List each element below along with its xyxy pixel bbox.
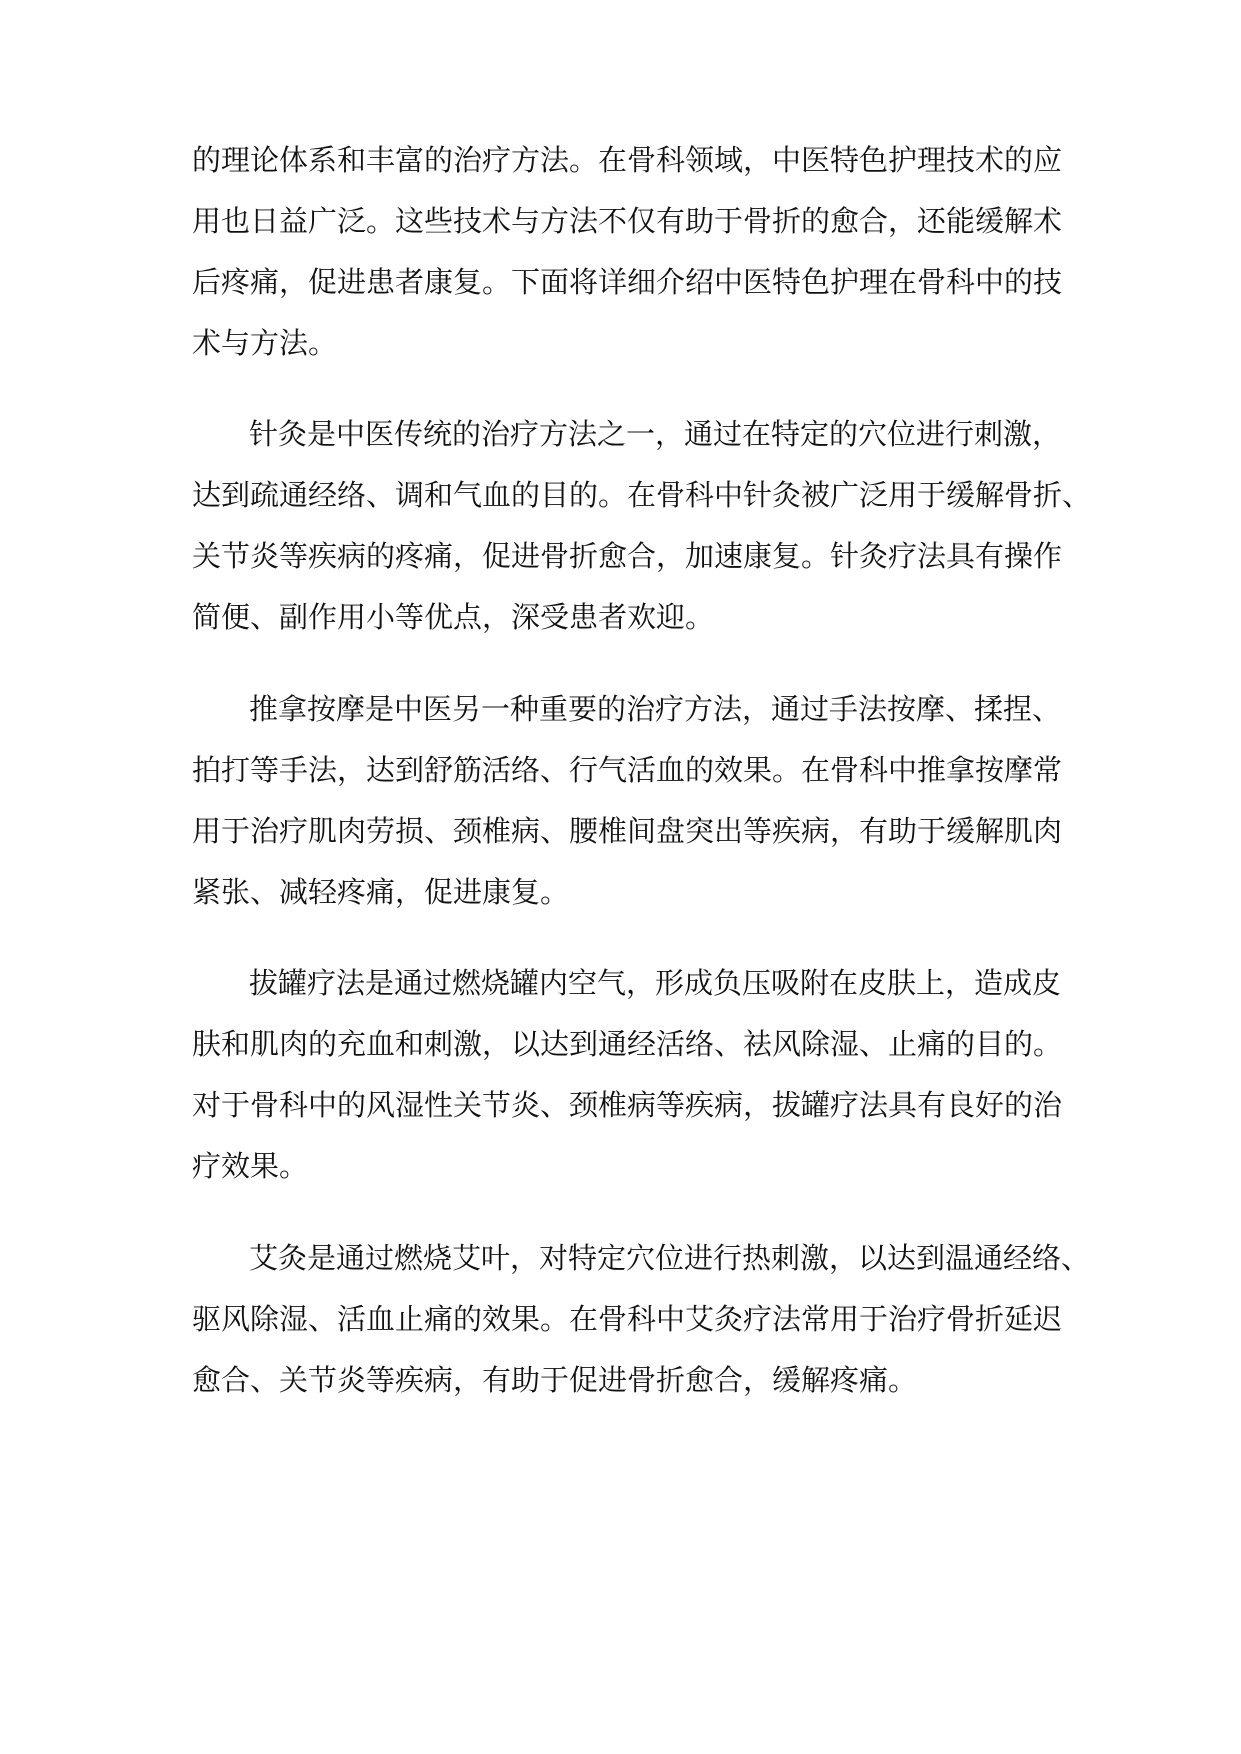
text-line: 愈合、关节炎等疾病，有助于促进骨折愈合，缓解疼痛。 — [192, 1363, 918, 1397]
text-line: 驱风除湿、活血止痛的效果。在骨科中艾灸疗法常用于治疗骨折延迟 — [192, 1302, 1063, 1336]
text-line: 疗效果。 — [192, 1149, 309, 1183]
text-line: 简便、副作用小等优点，深受患者欢迎。 — [192, 600, 715, 634]
text-line: 关节炎等疾病的疼痛，促进骨折愈合，加速康复。针灸疗法具有操作 — [192, 539, 1063, 573]
paragraph-first-line: 艾灸是通过燃烧艾叶，对特定穴位进行热刺激，以达到温通经络、 — [249, 1241, 1091, 1275]
text-line: 对于骨科中的风湿性关节炎、颈椎病等疾病，拔罐疗法具有良好的治 — [192, 1088, 1063, 1122]
text-line: 用于治疗肌肉劳损、颈椎病、腰椎间盘突出等疾病，有助于缓解肌肉 — [192, 814, 1063, 848]
paragraph-first-line: 针灸是中医传统的治疗方法之一，通过在特定的穴位进行刺激， — [249, 417, 1062, 451]
paragraph-first-line: 拔罐疗法是通过燃烧罐内空气，形成负压吸附在皮肤上，造成皮 — [249, 966, 1062, 1000]
text-line: 拍打等手法，达到舒筋活络、行气活血的效果。在骨科中推拿按摩常 — [192, 753, 1063, 787]
text-line: 后疼痛，促进患者康复。下面将详细介绍中医特色护理在骨科中的技 — [192, 265, 1063, 299]
paragraph-first-line: 推拿按摩是中医另一种重要的治疗方法，通过手法按摩、揉捏、 — [249, 692, 1062, 726]
text-line: 达到疏通经络、调和气血的目的。在骨科中针灸被广泛用于缓解骨折、 — [192, 478, 1092, 512]
text-line: 的理论体系和丰富的治疗方法。在骨科领域，中医特色护理技术的应 — [192, 143, 1063, 177]
text-line: 术与方法。 — [192, 326, 338, 360]
text-line: 用也日益广泛。这些技术与方法不仅有助于骨折的愈合，还能缓解术 — [192, 204, 1063, 238]
text-line: 紧张、减轻疼痛，促进康复。 — [192, 875, 570, 909]
text-line: 肤和肌肉的充血和刺激，以达到通经活络、祛风除湿、止痛的目的。 — [192, 1027, 1063, 1061]
